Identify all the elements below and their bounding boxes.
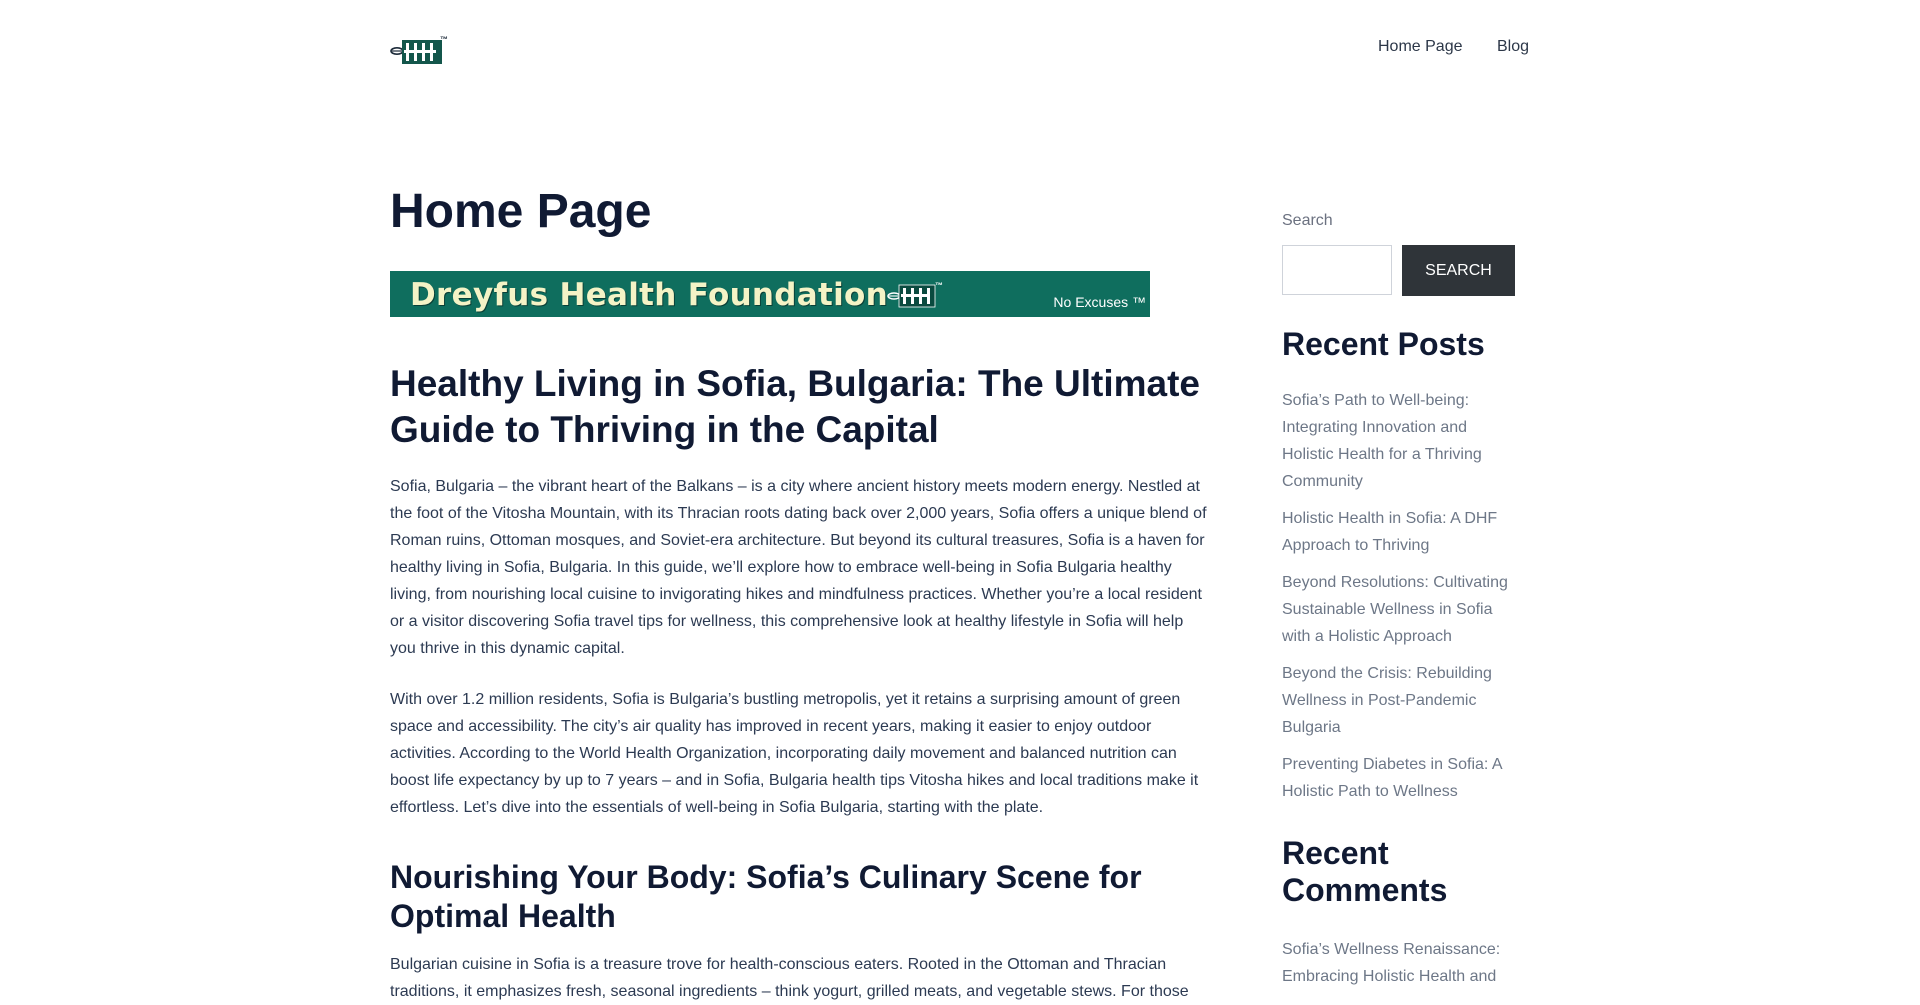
recent-post-link[interactable]: Beyond the Crisis: Rebuilding Wellness in Post-Pandemic Bulgaria [1282, 665, 1492, 736]
dhf-banner-logo-icon [887, 280, 947, 310]
recent-post-link[interactable]: Holistic Health in Sofia: A DHF Approach to Thriving [1282, 510, 1498, 554]
recent-post-link[interactable]: Preventing Diabetes in Sofia: A Holistic Path to Wellness [1282, 756, 1502, 800]
search-input[interactable] [1282, 245, 1392, 295]
list-item [1282, 660, 1517, 741]
main-content [390, 180, 1210, 1000]
nav-home-page[interactable]: Home Page [1378, 38, 1463, 55]
page-title: Home Page [390, 185, 652, 238]
post-title[interactable]: Healthy Living in Sofia, Bulgaria: The Ultimate Guide to Thriving in the Capital [390, 363, 1201, 450]
svg-text:™: ™ [935, 281, 943, 290]
search-label: Search [1282, 212, 1333, 229]
site-header [0, 0, 1920, 100]
post-paragraph: Sofia, Bulgaria – the vibrant heart of the Balkans – is a city where ancient history meets modern energy. Nestled at the foot of the Vitosha Mountain, with its Thracian roots dating back over 2,000 years, Sofia offers a unique blend of Roman ruins, Ottoman mosques, and Soviet-era architecture. But beyond its cultural treasures, Sofia is a haven for healthy living in Sofia, Bulgaria. In this guide, we’ll explore how to embrace well-being in Sofia Bulgaria healthy living, from nourishing local cuisine to invigorating hikes and mindfulness practices. Whether you’re a local resident or a visitor discovering Sofia travel tips for wellness, this comprehensive look at healthy lifestyle in Sofia will help you thrive in this dynamic capital. [390, 478, 1207, 657]
foundation-banner [390, 271, 1150, 317]
search-button[interactable]: SEARCH [1402, 245, 1515, 296]
list-item [1282, 387, 1517, 495]
list-item [1282, 936, 1517, 990]
post-paragraph: With over 1.2 million residents, Sofia is Bulgaria’s bustling metropolis, yet it retains a surprising amount of green space and accessibility. The city’s air quality has improved in recent years, making it easier to enjoy outdoor activities. According to the World Health Organization, incorporating daily movement and balanced nutrition can boost life expectancy by up to 7 years – and in Sofia, Bulgaria health tips Vitosha hikes and local traditions make it effortless. Let’s dive into the essentials of well-being in Sofia Bulgaria, starting with the plate. [390, 691, 1199, 816]
section-heading: Nourishing Your Body: Sofia’s Culinary Scene for Optimal Health [390, 859, 1142, 934]
banner-tagline: No Excuses ™ [1053, 294, 1146, 310]
svg-text:™: ™ [440, 35, 448, 44]
recent-posts-heading: Recent Posts [1282, 326, 1485, 362]
recent-post-link[interactable]: Sofia’s Path to Well-being: Integrating Innovation and Holistic Health for a Thriving Community [1282, 392, 1482, 490]
banner-title: Dreyfus Health Foundation [410, 277, 889, 313]
recent-posts-list [1282, 387, 1517, 815]
recent-comment-link[interactable]: Sofia’s Wellness Renaissance: Embracing Holistic Health and [1282, 941, 1501, 985]
list-item [1282, 505, 1517, 559]
recent-post-link[interactable]: Beyond Resolutions: Cultivating Sustainable Wellness in Sofia with a Holistic Approach [1282, 574, 1508, 645]
post-paragraph: Bulgarian cuisine in Sofia is a treasure trove for health-conscious eaters. Rooted in the Ottoman and Thracian traditions, it emphasizes fresh, seasonal ingredients – think yogurt, grilled meats, and vegetable stews. For those [390, 956, 1189, 1000]
recent-comments-list [1282, 936, 1517, 1000]
dhf-logo-icon[interactable] [390, 34, 454, 66]
list-item [1282, 569, 1517, 650]
list-item [1282, 751, 1517, 805]
nav-blog[interactable]: Blog [1497, 38, 1530, 55]
recent-comments-heading: Recent Comments [1282, 835, 1448, 908]
